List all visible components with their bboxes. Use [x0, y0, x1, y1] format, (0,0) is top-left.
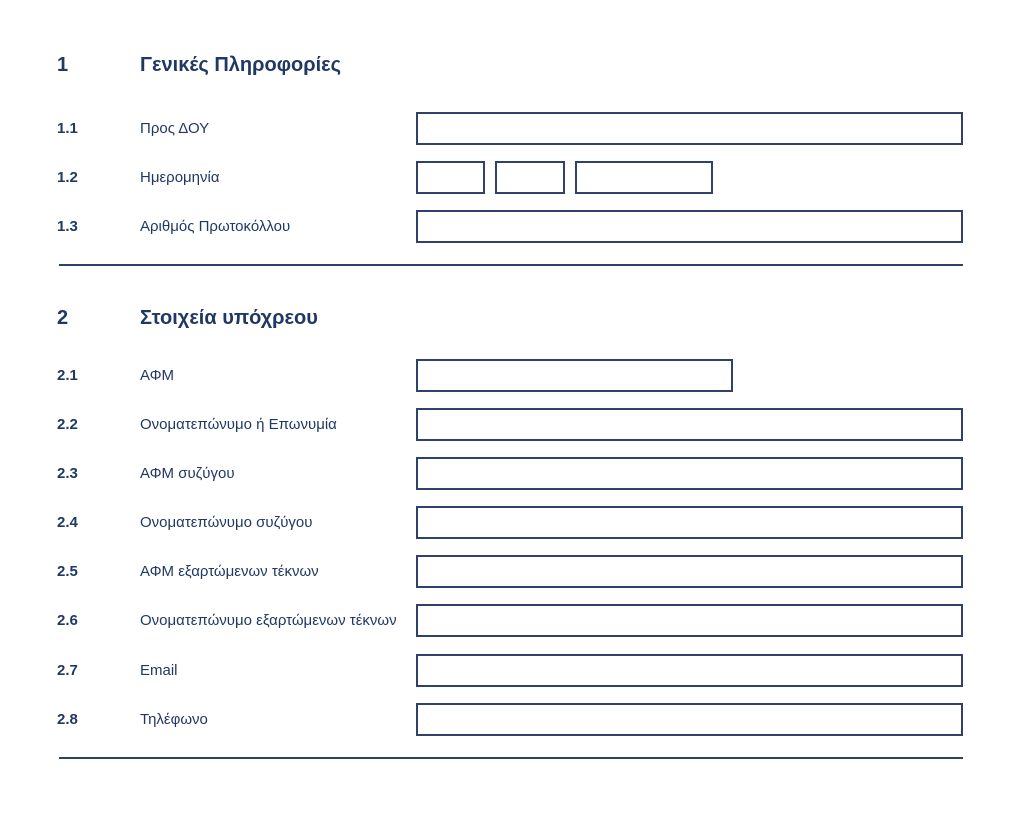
afm-input[interactable] — [416, 359, 733, 392]
form-section-2 — [57, 306, 963, 759]
form-row-2-8 — [57, 703, 963, 736]
date-year-input[interactable] — [575, 161, 713, 194]
section-title: Στοιχεία υπόχρεου — [140, 307, 318, 329]
form-row-2-3 — [57, 457, 963, 490]
form-row-1-1 — [57, 112, 963, 145]
dependent-children-afm-input[interactable] — [416, 555, 963, 588]
field-inputs — [416, 506, 963, 539]
field-label: Αριθμός Πρωτοκόλλου — [140, 218, 291, 235]
section-rows — [57, 359, 963, 736]
section-heading — [57, 53, 963, 77]
field-label: ΑΦΜ συζύγου — [140, 465, 235, 482]
field-number: 2.3 — [57, 465, 78, 482]
field-inputs — [416, 457, 963, 490]
field-label: Προς ΔΟΥ — [140, 120, 210, 137]
field-inputs — [416, 359, 963, 392]
field-label: Ονοματεπώνυμο ή Επωνυμία — [140, 416, 337, 433]
phone-input[interactable] — [416, 703, 963, 736]
form-row-2-4 — [57, 506, 963, 539]
field-number: 2.5 — [57, 563, 78, 580]
field-label: Ημερομηνία — [140, 169, 220, 186]
form-row-2-7 — [57, 654, 963, 687]
email-input[interactable] — [416, 654, 963, 687]
field-inputs — [416, 408, 963, 441]
field-label: Ονοματεπώνυμο εξαρτώμενων τέκνων — [140, 612, 397, 629]
spouse-name-input[interactable] — [416, 506, 963, 539]
field-number: 2.1 — [57, 367, 78, 384]
section-divider — [59, 264, 963, 266]
field-label: ΑΦΜ εξαρτώμενων τέκνων — [140, 563, 319, 580]
date-month-input[interactable] — [495, 161, 565, 194]
form-row-1-2 — [57, 161, 963, 194]
field-label: Email — [140, 662, 178, 679]
pros-doy-input[interactable] — [416, 112, 963, 145]
field-inputs — [416, 112, 963, 145]
section-number: 2 — [57, 307, 69, 329]
field-number: 1.3 — [57, 218, 78, 235]
section-rows — [57, 112, 963, 243]
field-label: ΑΦΜ — [140, 367, 175, 384]
field-inputs — [416, 703, 963, 736]
field-number: 2.8 — [57, 711, 78, 728]
spouse-afm-input[interactable] — [416, 457, 963, 490]
field-label: Τηλέφωνο — [140, 711, 208, 728]
field-inputs — [416, 555, 963, 588]
form-row-2-5 — [57, 555, 963, 588]
field-number: 2.2 — [57, 416, 78, 433]
field-inputs — [416, 604, 963, 637]
field-inputs — [416, 161, 963, 194]
section-divider — [59, 757, 963, 759]
field-number: 2.7 — [57, 662, 78, 679]
field-number: 1.2 — [57, 169, 78, 186]
section-number: 1 — [57, 54, 69, 76]
field-inputs — [416, 654, 963, 687]
field-inputs — [416, 210, 963, 243]
field-number: 2.4 — [57, 514, 78, 531]
field-label: Ονοματεπώνυμο συζύγου — [140, 514, 313, 531]
protocol-number-input[interactable] — [416, 210, 963, 243]
date-day-input[interactable] — [416, 161, 485, 194]
full-name-input[interactable] — [416, 408, 963, 441]
section-heading — [57, 306, 963, 330]
form-row-2-6 — [57, 604, 963, 637]
dependent-children-name-input[interactable] — [416, 604, 963, 637]
form-row-2-1 — [57, 359, 963, 392]
form-row-2-2 — [57, 408, 963, 441]
field-number: 2.6 — [57, 612, 78, 629]
section-title: Γενικές Πληροφορίες — [140, 54, 342, 76]
form-row-1-3 — [57, 210, 963, 243]
field-number: 1.1 — [57, 120, 78, 137]
form-section-1 — [57, 53, 963, 266]
